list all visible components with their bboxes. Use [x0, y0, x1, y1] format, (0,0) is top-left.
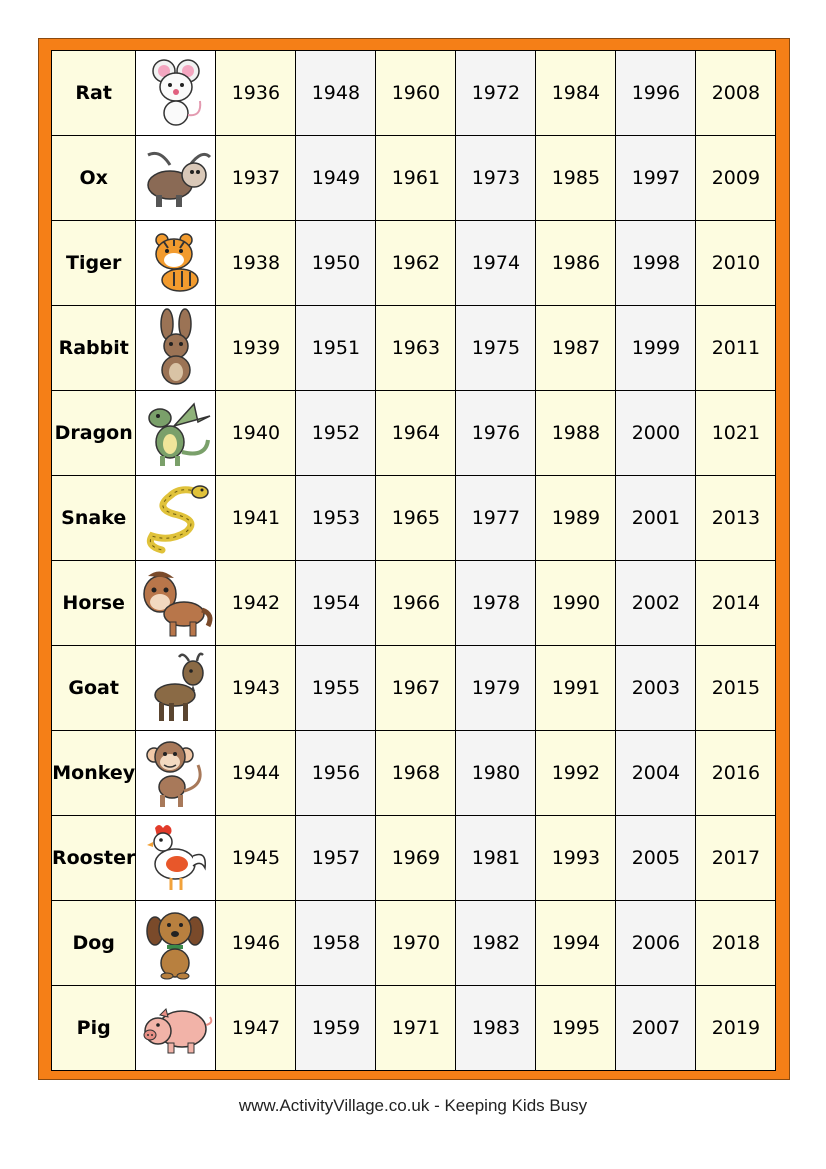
year-cell: 1945: [216, 816, 296, 901]
animal-name: Pig: [52, 986, 136, 1071]
year-cell: 2009: [696, 136, 776, 221]
year-cell: 1958: [296, 901, 376, 986]
year-cell: 1984: [536, 51, 616, 136]
year-cell: 1955: [296, 646, 376, 731]
year-cell: 1952: [296, 391, 376, 476]
year-cell: 1975: [456, 306, 536, 391]
animal-name: Snake: [52, 476, 136, 561]
ox-icon: [136, 136, 216, 221]
pig-icon: [136, 986, 216, 1071]
year-cell: 2018: [696, 901, 776, 986]
year-cell: 2017: [696, 816, 776, 901]
year-cell: 1988: [536, 391, 616, 476]
monkey-icon: [136, 731, 216, 816]
rabbit-icon: [136, 306, 216, 391]
zodiac-row-rooster: [52, 816, 776, 901]
year-cell: 1980: [456, 731, 536, 816]
rooster-icon: [136, 816, 216, 901]
year-cell: 2011: [696, 306, 776, 391]
year-cell: 1987: [536, 306, 616, 391]
year-cell: 1021: [696, 391, 776, 476]
animal-name: Ox: [52, 136, 136, 221]
animal-name: Horse: [52, 561, 136, 646]
year-cell: 2005: [616, 816, 696, 901]
zodiac-row-monkey: [52, 731, 776, 816]
year-cell: 1966: [376, 561, 456, 646]
snake-icon: [136, 476, 216, 561]
year-cell: 1957: [296, 816, 376, 901]
year-cell: 2006: [616, 901, 696, 986]
animal-name: Tiger: [52, 221, 136, 306]
year-cell: 2014: [696, 561, 776, 646]
dragon-icon: [136, 391, 216, 476]
zodiac-row-tiger: [52, 221, 776, 306]
year-cell: 2008: [696, 51, 776, 136]
animal-name: Dragon: [52, 391, 136, 476]
year-cell: 1993: [536, 816, 616, 901]
year-cell: 2004: [616, 731, 696, 816]
year-cell: 2000: [616, 391, 696, 476]
year-cell: 1999: [616, 306, 696, 391]
year-cell: 1978: [456, 561, 536, 646]
year-cell: 1996: [616, 51, 696, 136]
year-cell: 1951: [296, 306, 376, 391]
year-cell: 1950: [296, 221, 376, 306]
zodiac-row-dog: [52, 901, 776, 986]
zodiac-row-rat: [52, 51, 776, 136]
year-cell: 2007: [616, 986, 696, 1071]
year-cell: 2001: [616, 476, 696, 561]
year-cell: 1960: [376, 51, 456, 136]
year-cell: 2010: [696, 221, 776, 306]
year-cell: 1964: [376, 391, 456, 476]
year-cell: 1967: [376, 646, 456, 731]
year-cell: 1941: [216, 476, 296, 561]
animal-name: Monkey: [52, 731, 136, 816]
zodiac-row-horse: [52, 561, 776, 646]
year-cell: 1969: [376, 816, 456, 901]
zodiac-row-rabbit: [52, 306, 776, 391]
zodiac-row-snake: [52, 476, 776, 561]
year-cell: 1992: [536, 731, 616, 816]
year-cell: 1982: [456, 901, 536, 986]
goat-icon: [136, 646, 216, 731]
year-cell: 2013: [696, 476, 776, 561]
year-cell: 2016: [696, 731, 776, 816]
animal-name: Rabbit: [52, 306, 136, 391]
year-cell: 1985: [536, 136, 616, 221]
year-cell: 2003: [616, 646, 696, 731]
year-cell: 1994: [536, 901, 616, 986]
year-cell: 1970: [376, 901, 456, 986]
year-cell: 1954: [296, 561, 376, 646]
year-cell: 1965: [376, 476, 456, 561]
year-cell: 1998: [616, 221, 696, 306]
year-cell: 1953: [296, 476, 376, 561]
rat-icon: [136, 51, 216, 136]
animal-name: Goat: [52, 646, 136, 731]
year-cell: 1961: [376, 136, 456, 221]
zodiac-row-dragon: [52, 391, 776, 476]
year-cell: 1976: [456, 391, 536, 476]
year-cell: 1959: [296, 986, 376, 1071]
year-cell: 1989: [536, 476, 616, 561]
year-cell: 1962: [376, 221, 456, 306]
year-cell: 1991: [536, 646, 616, 731]
year-cell: 1937: [216, 136, 296, 221]
year-cell: 1995: [536, 986, 616, 1071]
year-cell: 1936: [216, 51, 296, 136]
year-cell: 1938: [216, 221, 296, 306]
year-cell: 1979: [456, 646, 536, 731]
year-cell: 1942: [216, 561, 296, 646]
zodiac-row-goat: [52, 646, 776, 731]
year-cell: 1948: [296, 51, 376, 136]
tiger-icon: [136, 221, 216, 306]
year-cell: 1973: [456, 136, 536, 221]
year-cell: 1972: [456, 51, 536, 136]
year-cell: 1944: [216, 731, 296, 816]
year-cell: 1956: [296, 731, 376, 816]
year-cell: 1986: [536, 221, 616, 306]
year-cell: 1949: [296, 136, 376, 221]
year-cell: 2002: [616, 561, 696, 646]
year-cell: 1968: [376, 731, 456, 816]
horse-icon: [136, 561, 216, 646]
zodiac-row-ox: [52, 136, 776, 221]
year-cell: 1940: [216, 391, 296, 476]
year-cell: 1974: [456, 221, 536, 306]
year-cell: 1997: [616, 136, 696, 221]
year-cell: 1963: [376, 306, 456, 391]
year-cell: 1971: [376, 986, 456, 1071]
animal-name: Rat: [52, 51, 136, 136]
animal-name: Dog: [52, 901, 136, 986]
animal-name: Rooster: [52, 816, 136, 901]
year-cell: 1981: [456, 816, 536, 901]
zodiac-frame: [38, 38, 790, 1080]
year-cell: 1939: [216, 306, 296, 391]
year-cell: 2019: [696, 986, 776, 1071]
dog-icon: [136, 901, 216, 986]
zodiac-row-pig: [52, 986, 776, 1071]
year-cell: 1943: [216, 646, 296, 731]
year-cell: 1977: [456, 476, 536, 561]
year-cell: 1947: [216, 986, 296, 1071]
year-cell: 1946: [216, 901, 296, 986]
year-cell: 1990: [536, 561, 616, 646]
footer-text: www.ActivityVillage.co.uk - Keeping Kids Busy: [238, 1096, 588, 1115]
zodiac-table: [51, 50, 776, 1071]
year-cell: 2015: [696, 646, 776, 731]
year-cell: 1983: [456, 986, 536, 1071]
